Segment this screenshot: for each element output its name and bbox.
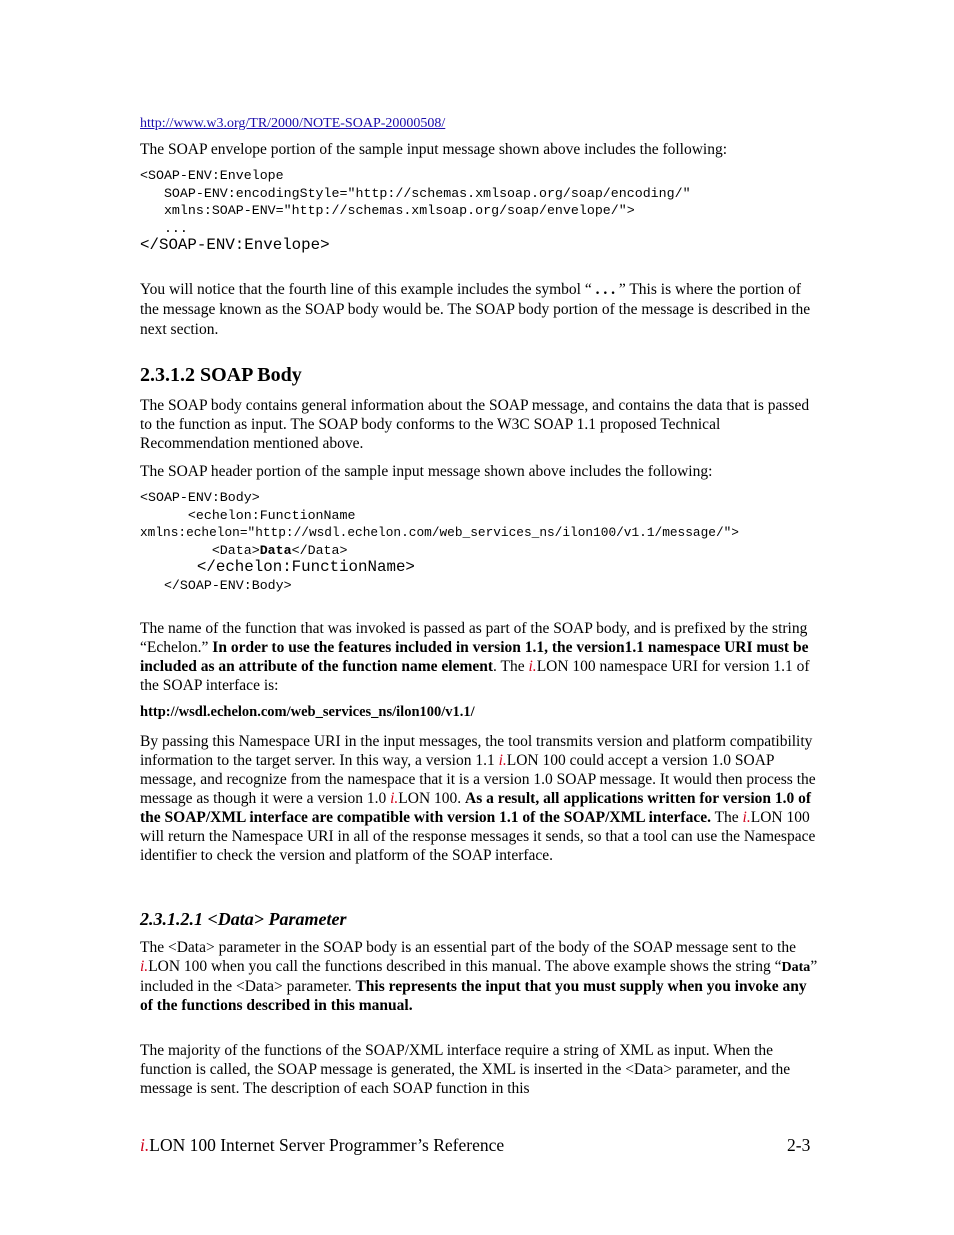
text-run: The name of the function that was invoked is passed as part of the SOAP body, and is prefixed by the string “Echelon.” bbox=[140, 620, 808, 656]
code-line: </SOAP-ENV:Envelope> bbox=[140, 236, 330, 254]
text-run: As a result, all applications written for version 1.0 of the SOAP/XML interface are compatible with version 1.1 of the SOAP/XML interface. bbox=[140, 790, 812, 826]
data-word: Data bbox=[781, 960, 811, 975]
code-line bbox=[140, 543, 347, 558]
text-run: LON 100 will return the Namespace URI in all of the response messages it sends, so that a tool can use the Namespace identifier to check the version and platform of the SOAP interface. bbox=[140, 809, 816, 864]
text-run: The bbox=[710, 809, 743, 826]
text-run: . The bbox=[493, 658, 529, 675]
soap-body-paragraph: The SOAP body contains general information about the SOAP message, and contains the data that is passed to the function as input. The SOAP body conforms to the W3C SOAP 1.1 proposed Technical Recommendation mentioned above. bbox=[140, 397, 810, 452]
namespace-paragraph bbox=[140, 732, 818, 865]
code-line: </echelon:FunctionName> bbox=[140, 558, 415, 576]
function-name-paragraph bbox=[140, 619, 818, 695]
brand-i: i. bbox=[140, 1135, 150, 1155]
w3c-soap-link[interactable]: http://www.w3.org/TR/2000/NOTE-SOAP-20000508/ bbox=[140, 116, 446, 131]
xml-input-paragraph: The majority of the functions of the SOAP/XML interface require a string of XML as input. When the function is called, the SOAP message is generated, the XML is inserted in the <Data> parameter, and the message is sent. The description of each SOAP function in this bbox=[140, 1042, 791, 1097]
brand-i: i. bbox=[140, 958, 149, 975]
code-line: xmlns:echelon="http://wsdl.echelon.com/web_services_ns/ilon100/v1.1/message/"> bbox=[140, 525, 739, 540]
code-run: <Data> bbox=[140, 542, 260, 558]
code-line: xmlns:SOAP-ENV="http://schemas.xmlsoap.org/soap/envelope/"> bbox=[140, 203, 635, 218]
text-run: LON 100 namespace URI for version 1.1 of the SOAP interface is: bbox=[140, 658, 810, 694]
code-line: <SOAP-ENV:Body> bbox=[140, 490, 260, 505]
brand-i: i. bbox=[390, 790, 399, 807]
code-line: SOAP-ENV:encodingStyle="http://schemas.xmlsoap.org/soap/encoding/" bbox=[140, 185, 691, 201]
text-run: This represents the input that you must supply when you invoke any of the functions described in this manual. bbox=[140, 978, 807, 1014]
envelope-intro: The SOAP envelope portion of the sample input message shown above includes the following: bbox=[140, 141, 728, 158]
text-run: You will notice that the fourth line of this example includes the symbol “ bbox=[140, 281, 592, 298]
footer-title-text: LON 100 Internet Server Programmer’s Reference bbox=[149, 1135, 505, 1155]
namespace-url: http://wsdl.echelon.com/web_services_ns/ilon100/v1.1/ bbox=[140, 704, 475, 720]
text-run: ” This is where the portion of the message known as the SOAP body would be. The SOAP body portion of the message is described in the next section. bbox=[140, 281, 811, 338]
text-run: By passing this Namespace URI in the input messages, the tool transmits version and platform compatibility information to the target server. In this way, a version 1.1 bbox=[140, 733, 813, 769]
notice-paragraph bbox=[140, 280, 818, 340]
text-run: LON 100 when you call the functions described in this manual. The above example shows the string “ bbox=[148, 958, 782, 975]
brand-i: i. bbox=[498, 752, 507, 769]
code-run: Data bbox=[259, 542, 292, 558]
code-run: </Data> bbox=[291, 542, 348, 558]
text-run: ” included in the <Data> parameter. bbox=[140, 958, 818, 995]
code-line: ... bbox=[140, 220, 188, 236]
section-heading-soap-body: 2.3.1.2 SOAP Body bbox=[140, 364, 302, 386]
soap-header-intro: The SOAP header portion of the sample input message shown above includes the following: bbox=[140, 463, 713, 480]
page-number: 2-3 bbox=[787, 1135, 811, 1155]
text-run: LON 100 could accept a version 1.0 SOAP message, and recognize from the namespace that it is a version 1.0 SOAP message. It would then process the message as though it were a version 1.0 bbox=[140, 752, 816, 807]
code-line: </SOAP-ENV:Body> bbox=[140, 577, 292, 593]
brand-i: i. bbox=[742, 809, 751, 826]
section-heading-data-parameter: 2.3.1.2.1 <Data> Parameter bbox=[140, 909, 347, 929]
text-run: The <Data> parameter in the SOAP body is an essential part of the body of the SOAP message sent to the bbox=[140, 939, 796, 956]
footer-title bbox=[140, 1136, 504, 1155]
code-line: <echelon:FunctionName bbox=[140, 507, 356, 523]
text-run: In order to use the features included in version 1.1, the version1.1 namespace URI must be included as an attribute of the function name element bbox=[140, 639, 809, 675]
envelope-code-block bbox=[140, 167, 691, 255]
data-parameter-paragraph bbox=[140, 938, 818, 1015]
ellipsis-symbol: . . . bbox=[591, 281, 619, 298]
body-code-block bbox=[140, 489, 739, 594]
text-run: LON 100. bbox=[398, 790, 466, 807]
code-line: <SOAP-ENV:Envelope bbox=[140, 168, 284, 183]
brand-i: i. bbox=[528, 658, 537, 675]
